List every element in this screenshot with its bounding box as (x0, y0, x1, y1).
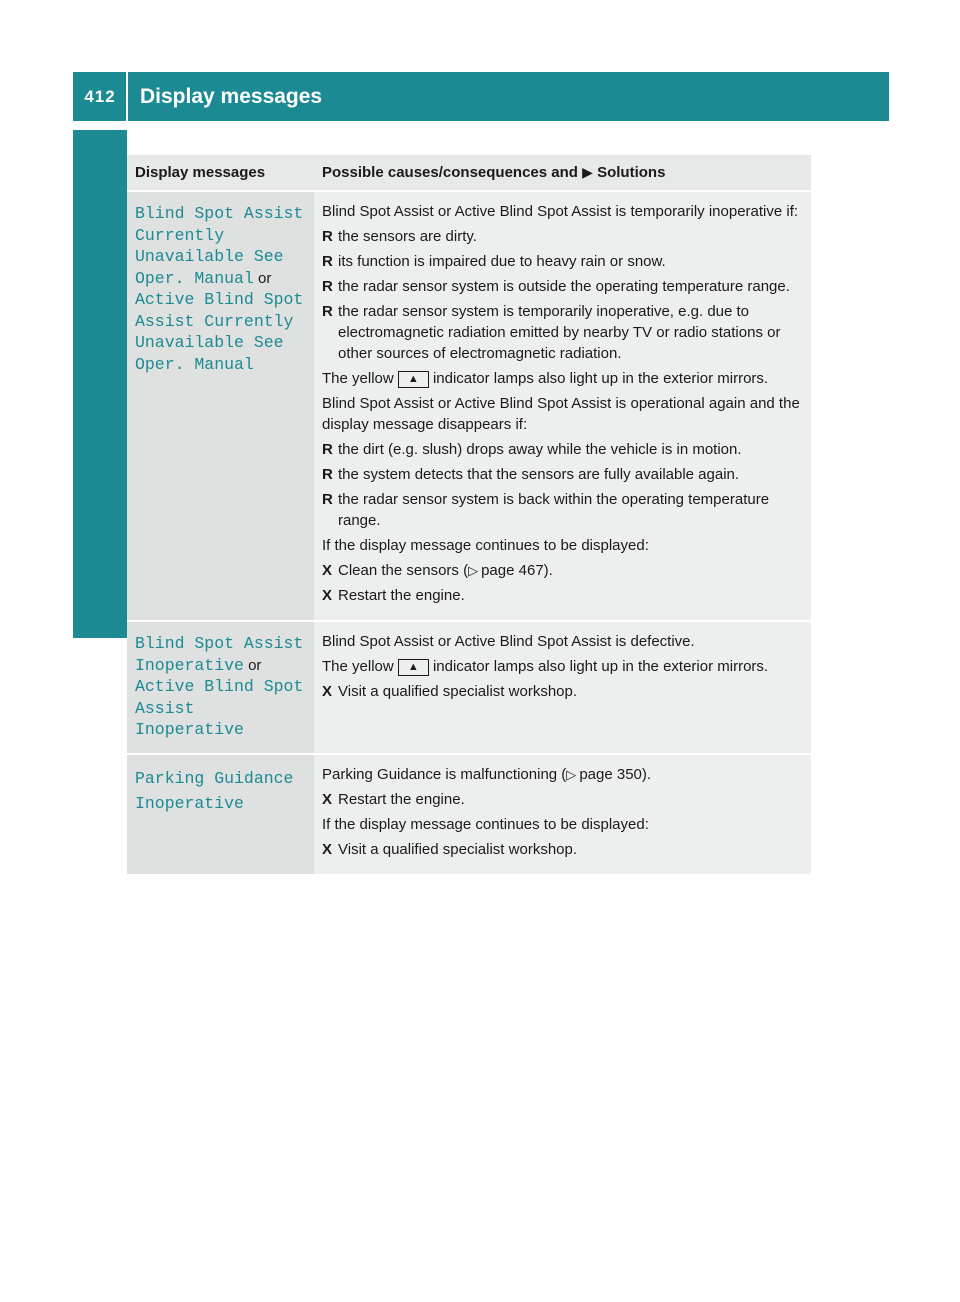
page-number: 412 (84, 86, 116, 106)
action-icon: X (322, 587, 333, 604)
action-item: X Clean the sensors (▷ page 467). (322, 562, 553, 579)
solution-cell (314, 191, 811, 621)
table-header-row (127, 155, 811, 191)
action-icon: X (322, 790, 333, 808)
page-reference[interactable]: page 467 (481, 562, 544, 579)
list-item: R the radar sensor system is back within the operating temperature range. (322, 491, 770, 529)
header-divider (126, 72, 128, 121)
message-cell (127, 621, 314, 754)
list-item: R its function is impaired due to heavy rain or snow. (322, 253, 666, 270)
operational-intro: Blind Spot Assist or Active Blind Spot Assist is operational again and the display message disappears if: (322, 395, 800, 433)
action-item: X Visit a qualified specialist workshop. (322, 683, 578, 700)
display-message: Blind Spot Assist Inoperative (135, 634, 304, 675)
message-cell (127, 754, 314, 875)
page-reference[interactable]: page 350 (579, 765, 642, 783)
arrow-right-icon: ▶ (582, 164, 593, 180)
column-header-solutions (314, 155, 811, 191)
cause-text: Blind Spot Assist or Active Blind Spot Assist is defective. (322, 633, 695, 650)
table-row (127, 754, 811, 875)
table-row (127, 621, 811, 754)
column-header-solutions-prefix: Possible causes/consequences and (322, 164, 578, 181)
display-message: Active Blind Spot Assist Inoperative (135, 677, 304, 739)
or-text: or (258, 269, 272, 287)
side-tab-label: On-board computer and displays (88, 239, 111, 569)
display-message: Active Blind Spot Assist Currently Unavailable See Oper. Manual (135, 290, 304, 374)
lamp-note: The yellow ▲ indicator lamps also light up in the exterior mirrors. (322, 370, 769, 387)
action-item: X Restart the engine. (322, 790, 465, 808)
action-icon: X (322, 562, 333, 579)
action-item: X Restart the engine. (322, 587, 465, 604)
table-row (127, 191, 811, 621)
list-item: R the radar sensor system is temporarily inoperative, e.g. due to electromagnetic radiation emitted by nearby TV or radio stations or other sources of electromagnetic radiation. (322, 303, 781, 362)
display-message: Blind Spot Assist Currently Unavailable See Oper. Manual (135, 204, 304, 288)
message-cell (127, 191, 314, 621)
warning-lamp-icon: ▲ (398, 371, 429, 388)
continue-text: If the display message continues to be displayed: (322, 815, 649, 833)
list-item: R the sensors are dirty. (322, 228, 477, 245)
column-header-solutions-suffix: Solutions (597, 164, 666, 181)
solution-cell (314, 621, 811, 754)
lamp-note: The yellow ▲ indicator lamps also light up in the exterior mirrors. (322, 658, 769, 675)
continue-text: If the display message continues to be displayed: (322, 537, 649, 554)
cause-text: Parking Guidance is malfunctioning (▷ page 350). (322, 765, 652, 783)
list-item: R the dirt (e.g. slush) drops away while the vehicle is in motion. (322, 441, 742, 458)
list-item: R the radar sensor system is outside the operating temperature range. (322, 278, 790, 295)
action-icon: X (322, 683, 333, 700)
display-messages-table (127, 155, 811, 876)
warning-lamp-icon: ▲ (398, 659, 429, 676)
page-ref-icon: ▷ (566, 766, 577, 782)
column-header-messages: Display messages (127, 155, 314, 191)
action-item: X Visit a qualified specialist workshop. (322, 840, 578, 858)
display-message: Parking Guidance Inoperative (135, 768, 294, 813)
list-item: R the system detects that the sensors are fully available again. (322, 466, 740, 483)
page-ref-icon: ▷ (468, 563, 479, 578)
solution-cell (314, 754, 811, 875)
action-icon: X (322, 840, 333, 858)
or-text: or (248, 656, 262, 674)
cause-intro: Blind Spot Assist or Active Blind Spot Assist is temporarily inoperative if: (322, 203, 799, 220)
page-title: Display messages (140, 84, 323, 108)
